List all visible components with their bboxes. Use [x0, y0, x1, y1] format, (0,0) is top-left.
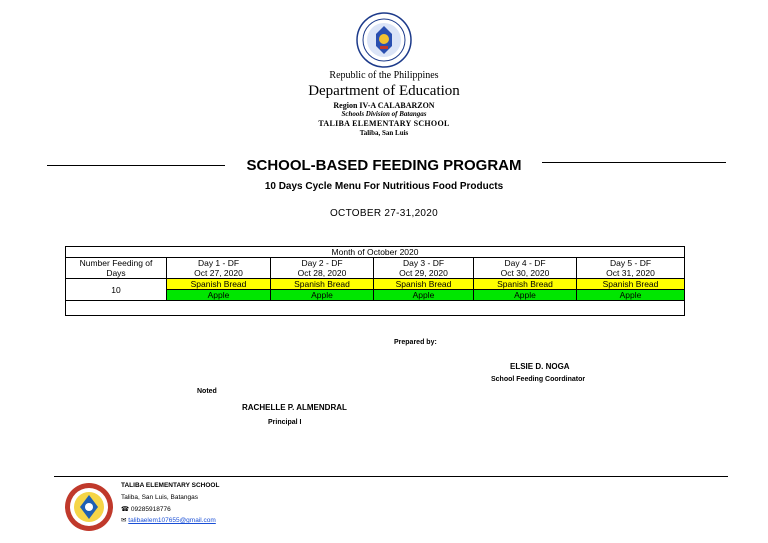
page-title: SCHOOL-BASED FEEDING PROGRAM: [246, 157, 522, 174]
days-count: 10: [66, 279, 167, 301]
footer-divider: [54, 476, 728, 477]
footer-phone: [121, 505, 171, 513]
food-bread: Spanish Bread: [374, 279, 474, 290]
noter-role: Principal I: [268, 419, 302, 426]
page-subtitle: 10 Days Cycle Menu For Nutritious Food Products: [264, 181, 504, 192]
phone-icon: ☎: [121, 506, 130, 513]
school-logo-icon: [64, 482, 114, 532]
address-line: Taliba, San Luis: [359, 129, 409, 137]
food-bread: Spanish Bread: [474, 279, 577, 290]
day-date: Oct 28, 2020: [271, 268, 374, 279]
envelope-icon: ✉: [121, 517, 127, 524]
day-label: Day 2 - DF: [271, 258, 374, 269]
deped-seal-icon: [356, 12, 412, 68]
food-bread: Spanish Bread: [271, 279, 374, 290]
footer-school: TALIBA ELEMENTARY SCHOOL: [121, 482, 220, 489]
food-fruit: Apple: [167, 290, 271, 301]
day-label: Day 3 - DF: [374, 258, 474, 269]
month-header: Month of October 2020: [66, 247, 685, 258]
day-date: Oct 31, 2020: [577, 268, 685, 279]
food-fruit: Apple: [577, 290, 685, 301]
day-date: Oct 27, 2020: [167, 268, 271, 279]
row-header-1: Number Feeding of: [66, 258, 167, 269]
republic-line: Republic of the Philippines: [329, 70, 439, 81]
food-fruit: Apple: [271, 290, 374, 301]
school-line: TALIBA ELEMENTARY SCHOOL: [318, 119, 450, 128]
noted-label: Noted: [197, 388, 217, 395]
phone-number: 09285918776: [130, 506, 171, 513]
preparer-name: ELSIE D. NOGA: [510, 362, 570, 371]
day-date: Oct 30, 2020: [474, 268, 577, 279]
day-label: Day 4 - DF: [474, 258, 577, 269]
empty-row: [66, 301, 685, 316]
prepared-label: Prepared by:: [394, 339, 437, 346]
division-line: Schools Division of Batangas: [341, 110, 427, 118]
row-header-2: Days: [66, 268, 167, 279]
noter-name: RACHELLE P. ALMENDRAL: [242, 403, 347, 412]
day-label: Day 5 - DF: [577, 258, 685, 269]
food-bread: Spanish Bread: [167, 279, 271, 290]
food-bread: Spanish Bread: [577, 279, 685, 290]
day-date: Oct 29, 2020: [374, 268, 474, 279]
preparer-role: School Feeding Coordinator: [491, 376, 586, 383]
region-line: Region IV-A CALABARZON: [333, 101, 435, 110]
day-label: Day 1 - DF: [167, 258, 271, 269]
email-link[interactable]: talibaelem107655@gmail.com: [128, 517, 216, 524]
department-name: Department of Education: [308, 83, 460, 99]
date-range: OCTOBER 27-31,2020: [329, 208, 439, 219]
menu-table: [65, 246, 685, 316]
food-fruit: Apple: [374, 290, 474, 301]
footer-address: Taliba, San Luis, Batangas: [121, 494, 198, 501]
food-fruit: Apple: [474, 290, 577, 301]
footer-email: [121, 516, 216, 524]
